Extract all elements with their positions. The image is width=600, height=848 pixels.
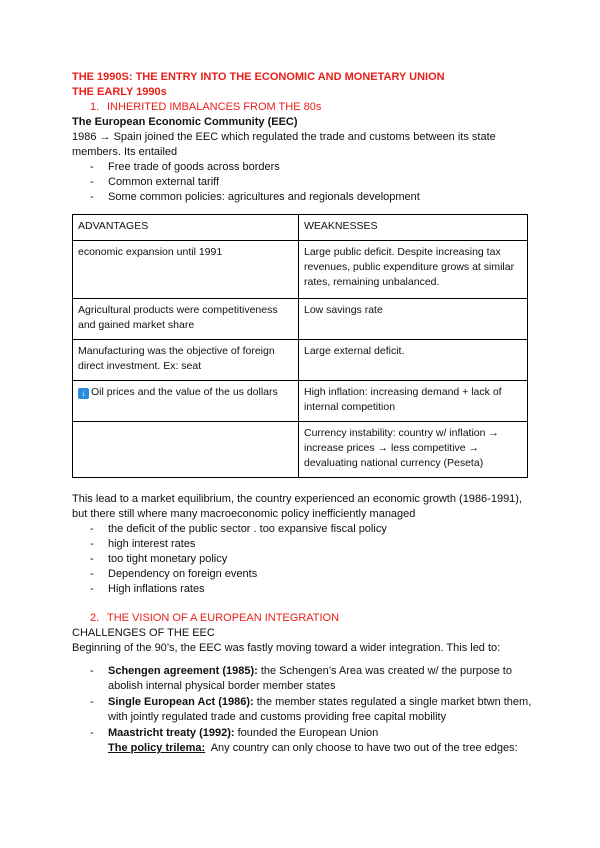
down-arrow-icon: ↓ bbox=[78, 388, 89, 399]
table-cell: Manufacturing was the objective of foreign direct investment. Ex: seat bbox=[73, 340, 299, 381]
table-cell bbox=[73, 381, 299, 422]
list-item: - Common external tariff bbox=[72, 175, 532, 190]
table-row bbox=[73, 381, 528, 422]
list-item-label: Maastricht treaty (1992): bbox=[108, 727, 235, 739]
section-1-heading bbox=[72, 100, 532, 115]
list-item-text: the Schengen’s Area was created w/ the purpose to abolish internal physical border member states bbox=[108, 665, 512, 692]
list-item-text: founded the European Union bbox=[234, 727, 379, 739]
challenges-subheading: CHALLENGES OF THE EEC bbox=[72, 627, 215, 639]
list-item-label: Single European Act (1986): bbox=[108, 696, 254, 708]
policy-trilemma-line bbox=[108, 741, 532, 756]
section-1-title: INHERITED IMBALANCES FROM THE 80s bbox=[107, 101, 322, 113]
table-header-advantages: ADVANTAGES bbox=[73, 215, 299, 241]
list-item: - Free trade of goods across borders bbox=[72, 160, 532, 175]
table-cell: High inflation: increasing demand + lack of internal competition bbox=[299, 381, 528, 422]
list-item-label: Schengen agreement (1985): bbox=[108, 665, 258, 677]
table-cell bbox=[73, 422, 299, 478]
list-item: - High inflations rates bbox=[72, 582, 532, 597]
document-subtitle: THE EARLY 1990s bbox=[72, 86, 167, 98]
table-header-row bbox=[73, 215, 528, 241]
list-item bbox=[72, 726, 532, 756]
list-item: - high interest rates bbox=[72, 537, 532, 552]
list-item bbox=[72, 695, 532, 725]
table-cell: Low savings rate bbox=[299, 299, 528, 340]
list-item: - too tight monetary policy bbox=[72, 552, 532, 567]
policy-trilemma-label: The policy trilema: bbox=[108, 742, 206, 754]
list-item bbox=[72, 664, 532, 694]
table-cell-text: Oil prices and the value of the us dollars bbox=[91, 386, 278, 398]
eec-intro: 1986 → Spain joined the EEC which regulated the trade and customs between its state members. Its entailed bbox=[72, 131, 496, 158]
table-cell: Agricultural products were competitiveness and gained market share bbox=[73, 299, 299, 340]
table-row bbox=[73, 340, 528, 381]
table-row bbox=[73, 299, 528, 340]
section-2-number: 2. bbox=[90, 612, 100, 624]
section-2-heading bbox=[72, 611, 532, 626]
integration-list bbox=[72, 664, 532, 756]
table-row bbox=[73, 241, 528, 299]
inefficiency-list bbox=[72, 522, 532, 597]
challenges-intro: Beginning of the 90’s, the EEC was fastly moving toward a wider integration. This led to: bbox=[72, 642, 501, 654]
table-row bbox=[73, 422, 528, 478]
advantages-weaknesses-table bbox=[72, 214, 528, 478]
table-cell: Currency instability: country w/ inflation → increase prices → less competitive → devaluating national currency (Peseta) bbox=[299, 422, 528, 478]
list-item: - Some common policies: agricultures and regionals development bbox=[72, 190, 532, 205]
document-page bbox=[72, 70, 532, 757]
section-2-title: THE VISION OF A EUROPEAN INTEGRATION bbox=[107, 612, 340, 624]
section-1-number: 1. bbox=[90, 101, 100, 113]
list-item-text: the member states regulated a single market btwn them, with jointly regulated trade and customs providing free capital mobility bbox=[108, 696, 532, 723]
document-title: THE 1990S: THE ENTRY INTO THE ECONOMIC AND MONETARY UNION bbox=[72, 71, 445, 83]
policy-trilemma-text: Any country can only choose to have two out of the tree edges: bbox=[205, 742, 518, 754]
table-header-weaknesses: WEAKNESSES bbox=[299, 215, 528, 241]
table-cell: Large external deficit. bbox=[299, 340, 528, 381]
table-cell: Large public deficit. Despite increasing tax revenues, public expenditure grows at similar rates, remaining unbalanced. bbox=[299, 241, 528, 299]
list-item: - Dependency on foreign events bbox=[72, 567, 532, 582]
list-item: - the deficit of the public sector . too expansive fiscal policy bbox=[72, 522, 532, 537]
table-cell: economic expansion until 1991 bbox=[73, 241, 299, 299]
eec-list bbox=[72, 160, 532, 205]
eec-subheading: The European Economic Community (EEC) bbox=[72, 116, 298, 128]
growth-paragraph: This lead to a market equilibrium, the country experienced an economic growth (1986-1991), but there still where many macroeconomic policy inefficiently managed bbox=[72, 493, 523, 520]
